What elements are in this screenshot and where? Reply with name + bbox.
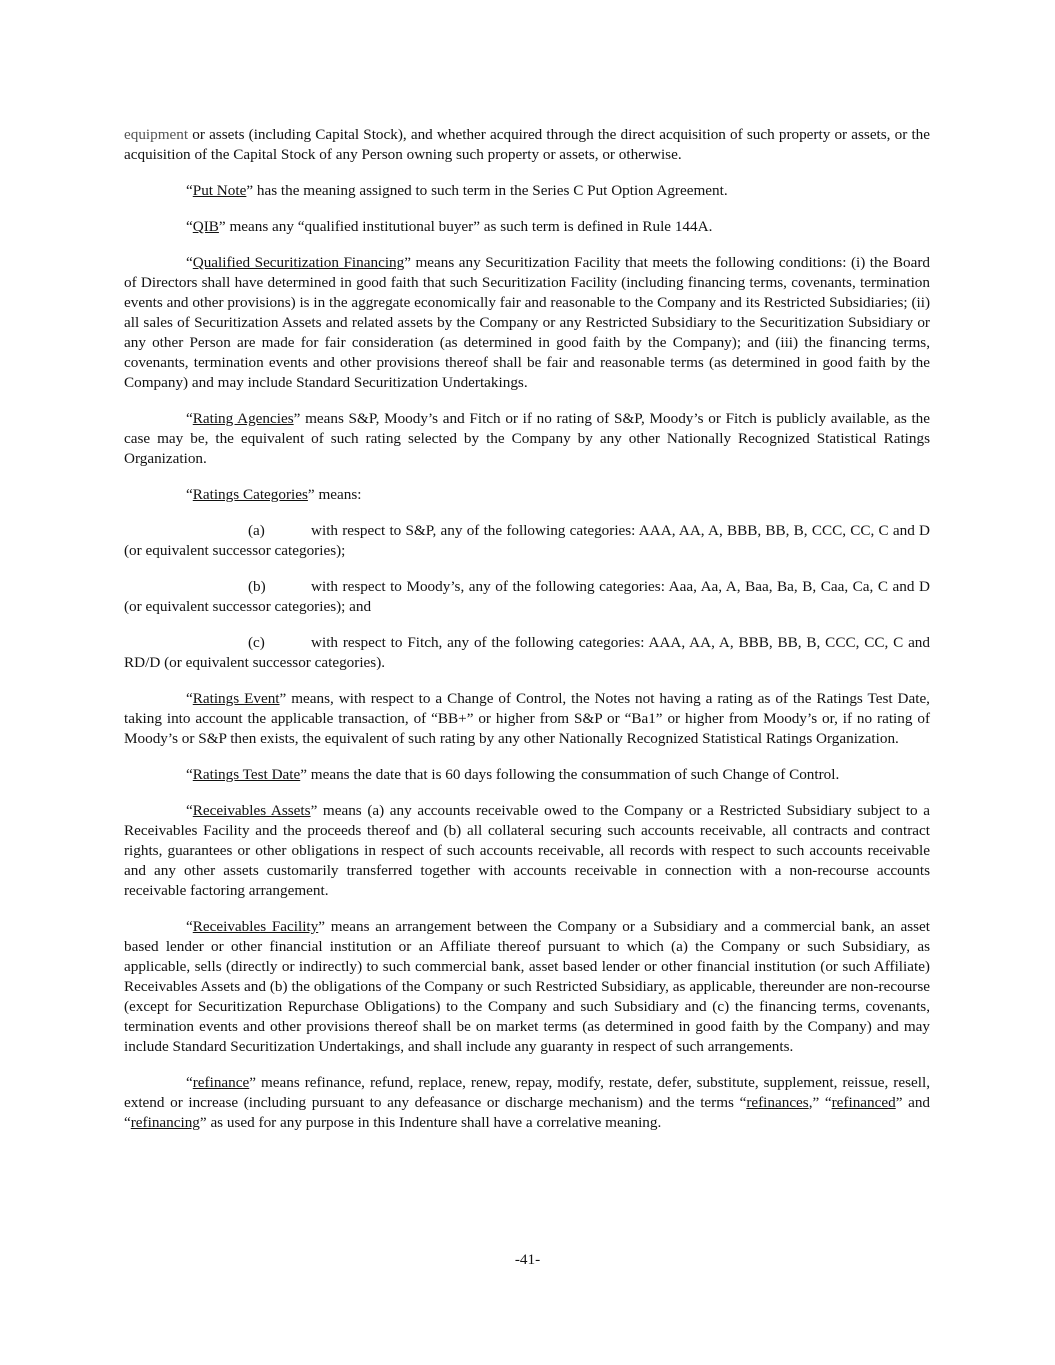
intro-text: or assets (including Capital Stock), and whether acquired through the direct acquisition of such property or assets, or the acquisition of the Capital Stock of any Person owning such property or assets, or otherwise. bbox=[124, 126, 930, 163]
term-put-note: Put Note bbox=[192, 182, 247, 199]
intro-lead: equipment bbox=[124, 126, 189, 143]
term-receivables-assets: Receivables Assets bbox=[192, 802, 311, 819]
clause-number: (b) bbox=[248, 578, 266, 595]
intro-paragraph bbox=[124, 125, 930, 165]
definition-ratings-event: “Ratings Event” means, with respect to a Change of Control, the Notes not having a rating as of the Ratings Test Date, taking into account the applicable transaction, of “BB+” or higher from S&P or “Ba1” or higher from Moody’s or, if no rating of Moody’s or S&P then exists, the equivalent of such rating by any other Nationally Recognized Statistical Ratings Organization. bbox=[124, 690, 930, 747]
term-refinancing: refinancing bbox=[130, 1114, 200, 1131]
definition-put-note: “Put Note” has the meaning assigned to such term in the Series C Put Option Agreement. bbox=[186, 182, 728, 199]
term-refinances: refinances bbox=[746, 1094, 809, 1111]
document-page bbox=[124, 125, 930, 1149]
term-refinanced: refinanced bbox=[831, 1094, 896, 1111]
ratings-category-clause-c bbox=[124, 633, 930, 673]
term-refinance: refinance bbox=[192, 1074, 250, 1091]
ratings-category-clause-b bbox=[124, 577, 930, 617]
clause-text: with respect to Fitch, any of the following categories: AAA, AA, A, BBB, BB, B, CCC, CC, C and RD/D (or equivalent successor categories). bbox=[124, 634, 930, 671]
term-ratings-test-date: Ratings Test Date bbox=[192, 766, 301, 783]
definition-ratings-categories: “Ratings Categories” means: bbox=[186, 486, 362, 503]
definition-refinance: “refinance” means refinance, refund, replace, renew, repay, modify, restate, defer, substitute, supplement, reissue, resell, extend or increase (including pursuant to any defeasance or discharge mechanism) and the terms “refinances,” “refinanced” and “refinancing” as used for any purpose in this Indenture shall have a correlative meaning. bbox=[124, 1074, 931, 1131]
definition-qualified-securitization-financing: “Qualified Securitization Financing” means any Securitization Facility that meets the following conditions: (i) the Board of Directors shall have determined in good faith that such Securitization Facility (including financing terms, covenants, termination events and other provisions) is in the aggregate economically fair and reasonable to the Company and its Restricted Subsidiaries; (ii) all sales of Securitization Assets and related assets by the Company or any Restricted Subsidiary to the Securitization Subsidiary or any other Person are made for fair consideration (as determined in good faith by the Company); and (iii) the financing terms, covenants, termination events and other provisions thereof shall be fair and reasonable terms (as determined in good faith by the Company) and may include Standard Securitization Undertakings. bbox=[124, 254, 930, 391]
page-number: -41- bbox=[514, 1251, 541, 1268]
clause-number: (a) bbox=[248, 522, 265, 539]
term-qualified-securitization-financing: Qualified Securitization Financing bbox=[192, 254, 405, 271]
definition-ratings-test-date: “Ratings Test Date” means the date that is 60 days following the consummation of such Change of Control. bbox=[186, 766, 840, 783]
term-receivables-facility: Receivables Facility bbox=[192, 918, 319, 935]
term-ratings-categories: Ratings Categories bbox=[192, 486, 308, 503]
clause-number: (c) bbox=[248, 634, 265, 651]
clause-text: with respect to S&P, any of the following categories: AAA, AA, A, BBB, BB, B, CCC, CC, C and D (or equivalent successor categories); bbox=[124, 522, 930, 559]
term-qib: QIB bbox=[192, 218, 219, 235]
term-ratings-event: Ratings Event bbox=[192, 690, 280, 707]
definition-rating-agencies: “Rating Agencies” means S&P, Moody’s and Fitch or if no rating of S&P, Moody’s or Fitch is publicly available, as the case may be, the equivalent of such rating selected by the Company by any other Nationally Recognized Statistical Ratings Organization. bbox=[124, 410, 931, 467]
term-rating-agencies: Rating Agencies bbox=[192, 410, 294, 427]
definition-receivables-assets: “Receivables Assets” means (a) any accounts receivable owed to the Company or a Restricted Subsidiary subject to a Receivables Facility and the proceeds thereof and (b) all collateral securing such accounts receivable, all contracts and contract rights, guarantees or other obligations in respect of such accounts receivable, all records with respect to such accounts receivable and any other assets customarily transferred together with accounts receivable in connection with a non-recourse accounts receivable factoring arrangement. bbox=[124, 802, 930, 899]
clause-text: with respect to Moody’s, any of the following categories: Aaa, Aa, A, Baa, Ba, B, Caa, Ca, C and D (or equivalent successor categories); and bbox=[124, 578, 930, 615]
definition-receivables-facility: “Receivables Facility” means an arrangement between the Company or a Subsidiary and a commercial bank, an asset based lender or other financial institution or an Affiliate thereof pursuant to which (a) the Company or such Subsidiary, as applicable, sells (directly or indirectly) to such commercial bank, asset based lender or other financial institution (or such Affiliate) Receivables Assets and (b) the obligations of the Company or such Restricted Subsidiary, as applicable, thereunder are non-recourse (except for Securitization Repurchase Obligations) to the Company and such Subsidiary and (c) the financing terms, covenants, termination events and other provisions thereof shall be on market terms (as determined in good faith by the Company) and may include Standard Securitization Undertakings, and shall include any guaranty in respect of such arrangements. bbox=[124, 918, 930, 1055]
ratings-category-clause-a bbox=[124, 521, 930, 561]
definition-qib: “QIB” means any “qualified institutional buyer” as such term is defined in Rule 144A. bbox=[186, 218, 713, 235]
